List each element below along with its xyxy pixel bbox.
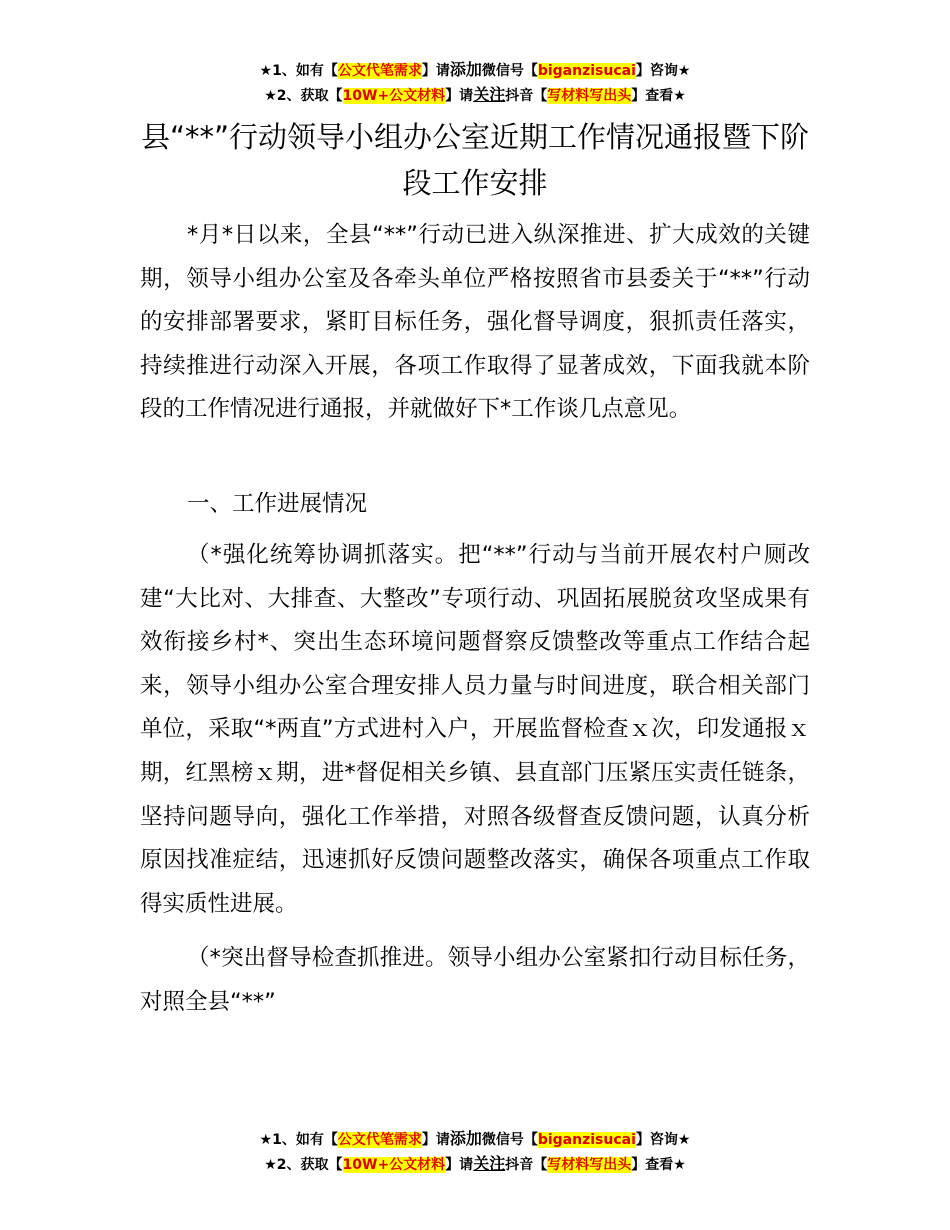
- banner-text: 】查看★: [631, 1157, 686, 1173]
- banner-text: 】查看★: [631, 88, 686, 104]
- banner-line-2: [0, 1152, 950, 1177]
- banner-text: ★1、如有【: [259, 1132, 338, 1148]
- banner-text: 抖音【: [505, 88, 548, 104]
- paragraph-item-1: （*强化统筹协调抓落实。把“**”行动与当前开展农村户厕改建“大比对、大排查、大整改”专项行动、巩固拓展脱贫攻坚成果有效衔接乡村*、突出生态环境问题督察反馈整改等重点工作结合起来，领导小组办公室合理安排人员力量与时间进度，联合相关部门单位，采取“*两直”方式进村入户，开展监督检查ｘ次，印发通报ｘ期，红黑榜ｘ期，进*督促相关乡镇、县直部门压紧压实责任链条，坚持问题导向，强化工作举措，对照各级督查反馈问题，认真分析原因找准症结，迅速抓好反馈问题整改落实，确保各项重点工作取得实质性进展。: [140, 542, 810, 917]
- banner-emphasis: 添加: [449, 60, 482, 79]
- banner-text: 】咨询★: [635, 1132, 691, 1148]
- banner-text: 】请: [421, 63, 450, 79]
- highlight-douyin-id: 写材料写出头: [547, 1157, 632, 1173]
- header-banner: [0, 58, 950, 108]
- document-body: [140, 534, 810, 934]
- paragraph-item-2: （*突出督导检查抓推进。领导小组办公室紧扣行动目标任务，对照全县“**”: [140, 945, 810, 1015]
- banner-text: ★2、获取【: [264, 88, 343, 104]
- footer-banner: [0, 1127, 950, 1177]
- banner-emphasis: 关注: [473, 1154, 506, 1173]
- document-body: [140, 483, 810, 535]
- paragraph-intro: *月*日以来，全县“**”行动已进入纵深推进、扩大成效的关键期，领导小组办公室及各牵头单位严格按照省市县委关于“**”行动的安排部署要求，紧盯目标任务，强化督导调度，狠抓责任落实，持续推进行动深入开展，各项工作取得了显著成效，下面我就本阶段的工作情况进行通报，并就做好下*工作谈几点意见。: [140, 222, 810, 423]
- banner-text: ★2、获取【: [264, 1157, 343, 1173]
- section-heading: 一、工作进展情况: [187, 491, 368, 517]
- document-title: 县“**”行动领导小组办公室近期工作情况通报暨下阶段工作安排: [140, 120, 810, 200]
- banner-text: 】咨询★: [635, 63, 691, 79]
- highlight-service: 公文代笔需求: [337, 1132, 422, 1148]
- banner-line-2: [0, 83, 950, 108]
- banner-text: ★1、如有【: [259, 63, 338, 79]
- highlight-materials: 10W+公文材料: [342, 88, 446, 104]
- document-body: [140, 214, 810, 440]
- banner-text: 微信号【: [481, 63, 538, 79]
- banner-emphasis: 添加: [449, 1129, 482, 1148]
- banner-text: 】请: [445, 1157, 474, 1173]
- banner-text: 】请: [445, 88, 474, 104]
- highlight-service: 公文代笔需求: [337, 63, 422, 79]
- highlight-wechat-id: biganzisucai: [537, 63, 636, 79]
- banner-line-1: [0, 58, 950, 83]
- highlight-wechat-id: biganzisucai: [537, 1132, 636, 1148]
- banner-text: 微信号【: [481, 1132, 538, 1148]
- banner-line-1: [0, 1127, 950, 1152]
- highlight-douyin-id: 写材料写出头: [547, 88, 632, 104]
- document-body: [140, 937, 810, 1032]
- banner-text: 】请: [421, 1132, 450, 1148]
- highlight-materials: 10W+公文材料: [342, 1157, 446, 1173]
- banner-text: 抖音【: [505, 1157, 548, 1173]
- banner-emphasis: 关注: [473, 85, 506, 104]
